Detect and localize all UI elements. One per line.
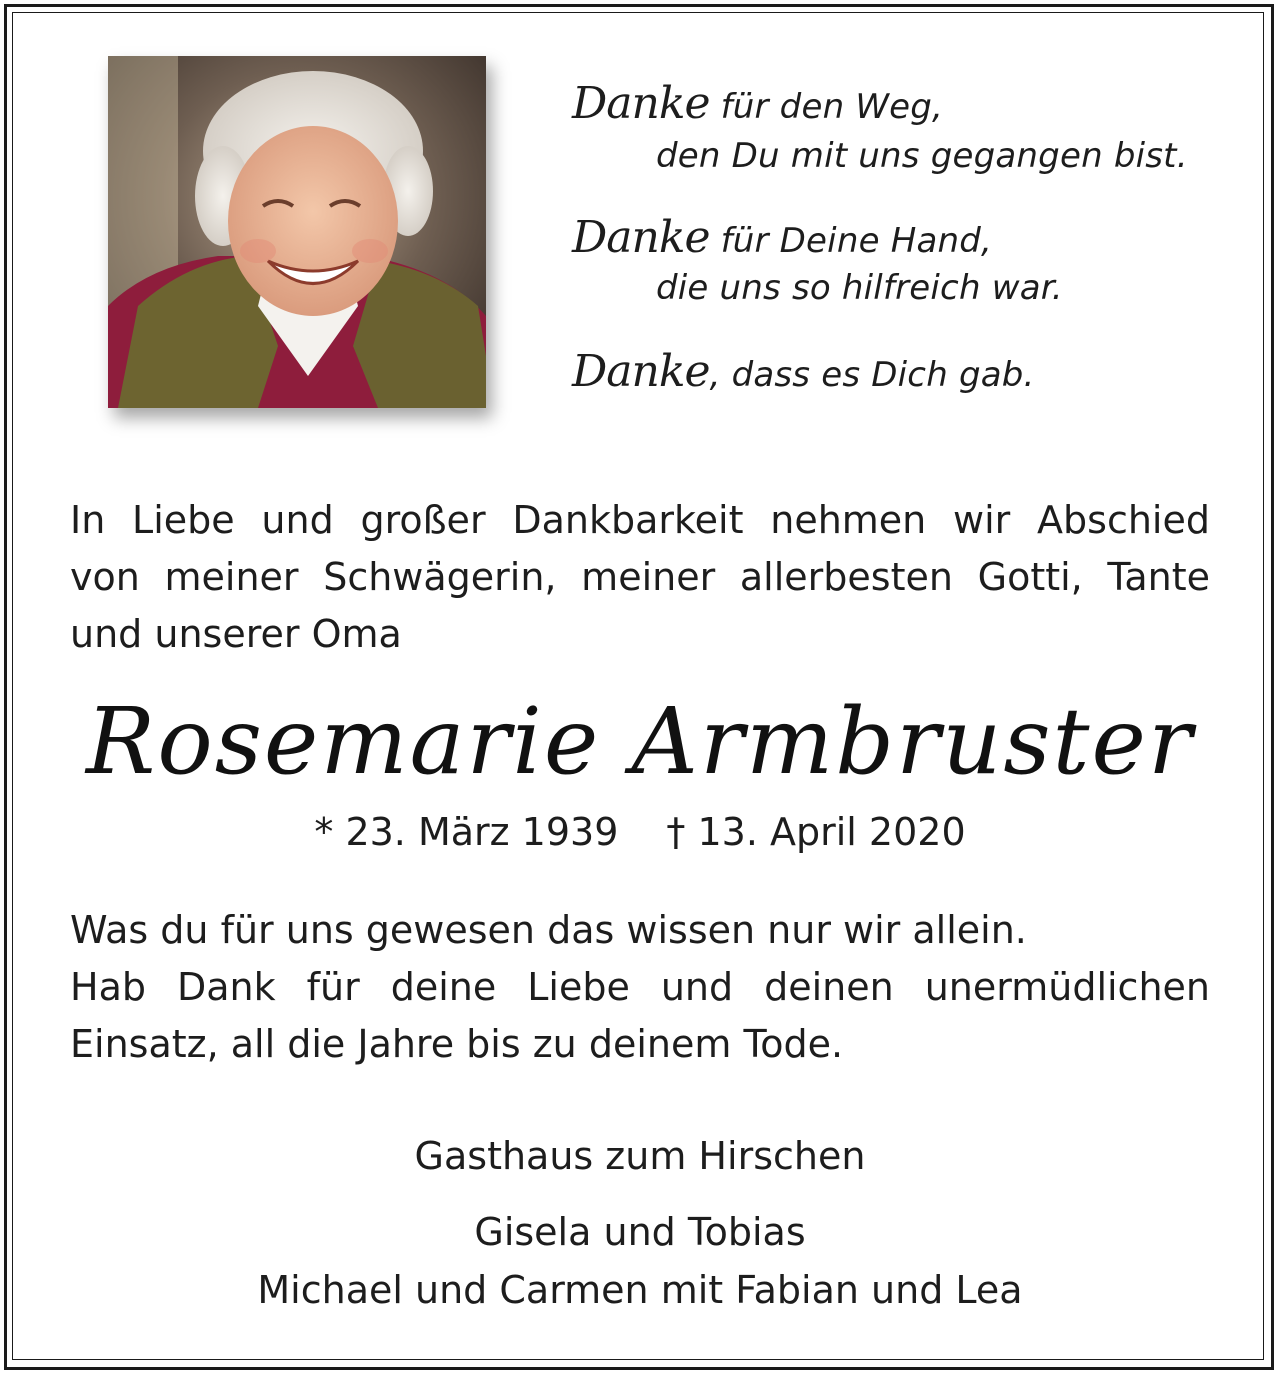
deceased-name: Rosemarie Armbruster — [86, 688, 1194, 795]
verse-line-1-rest: für den Weg, — [709, 87, 944, 127]
verse-line-1-script: Danke — [572, 78, 710, 129]
verse-line-3 — [572, 212, 992, 263]
intro-paragraph — [70, 492, 1210, 663]
mourners-line-3: Michael und Carmen mit Fabian und Lea — [257, 1268, 1023, 1312]
birth-date: * 23. März 1939 — [314, 810, 619, 854]
verse-line-3-script: Danke — [572, 212, 710, 263]
verse-line-1 — [572, 78, 943, 129]
portrait-illustration — [108, 56, 486, 408]
verse-line-2: den Du mit uns gegangen bist. — [656, 136, 1188, 176]
tribute-line-3: Einsatz, all die Jahre bis zu deinem Tode. — [70, 1022, 844, 1066]
verse-line-5 — [572, 346, 1035, 397]
mourners-line-1: Gasthaus zum Hirschen — [414, 1134, 866, 1178]
tribute-paragraph — [70, 902, 1210, 1073]
tribute-line-2: Hab Dank für deine Liebe und deinen unermüdlichen — [70, 965, 1210, 1009]
intro-line-3: und unserer Oma — [70, 612, 402, 656]
tribute-line-1: Was du für uns gewesen das wissen nur wir allein. — [70, 908, 1027, 952]
verse-line-5-rest: , dass es Dich gab. — [709, 355, 1035, 395]
life-dates — [0, 810, 1280, 854]
portrait-photo — [108, 56, 486, 408]
verse-line-4: die uns so hilfreich war. — [656, 268, 1063, 308]
intro-line-1: In Liebe und großer Dankbarkeit nehmen wir Abschied — [70, 498, 1210, 542]
verse-line-3-rest: für Deine Hand, — [709, 221, 993, 261]
verse-line-5-script: Danke — [572, 346, 710, 397]
mourners-line-2: Gisela und Tobias — [474, 1210, 806, 1254]
death-date: † 13. April 2020 — [666, 810, 966, 854]
intro-line-2: von meiner Schwägerin, meiner allerbesten Gotti, Tante — [70, 555, 1210, 599]
